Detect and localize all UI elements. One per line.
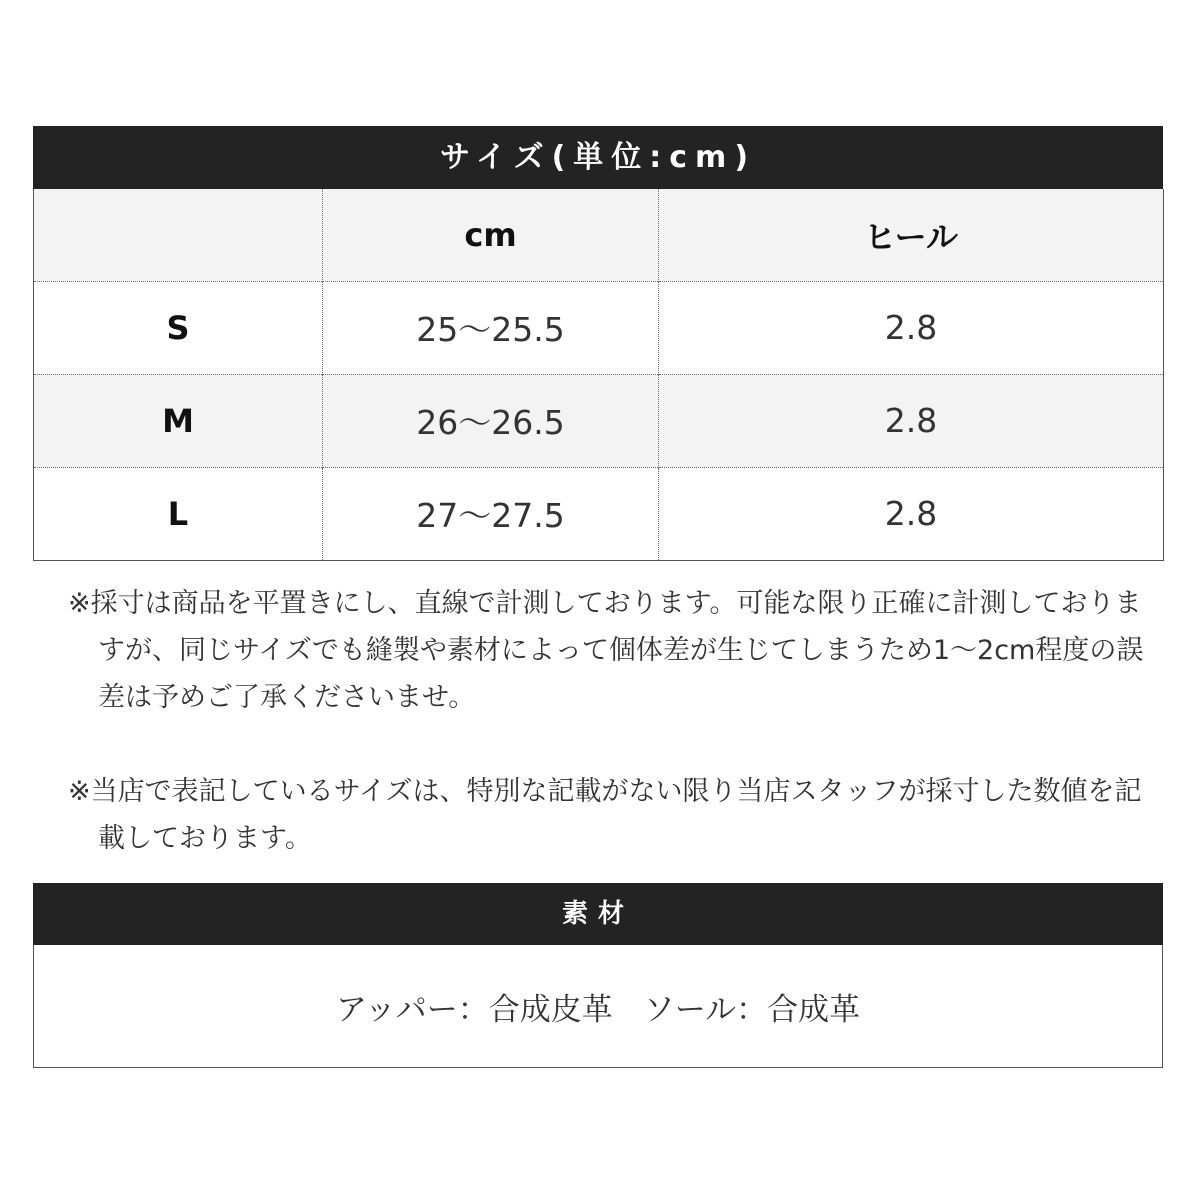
table-header-row xyxy=(34,189,1164,281)
heel-value: 2.8 xyxy=(659,374,1164,467)
column-header-cm: cm xyxy=(323,189,659,281)
size-chart-title: サイズ(単位:cm) xyxy=(33,126,1163,189)
cm-value: 26〜26.5 xyxy=(323,374,659,467)
size-label: M xyxy=(34,374,323,467)
size-label: L xyxy=(34,467,323,560)
measurement-notes xyxy=(68,580,1148,862)
measurement-note: ※採寸は商品を平置きにし、直線で計測しております。可能な限り正確に計測しておりますが、同じサイズでも縫製や素材によって個体差が生じてしまうため1〜2cm程度の誤差は予めご了承くださいませ。 xyxy=(68,588,1144,713)
material-title: 素材 xyxy=(33,883,1163,945)
table-row xyxy=(34,281,1164,374)
table-row xyxy=(34,467,1164,560)
table-row xyxy=(34,374,1164,467)
sizing-note: ※当店で表記しているサイズは、特別な記載がない限り当店スタッフが採寸した数値を記載しております。 xyxy=(68,776,1142,854)
column-header-heel: ヒール xyxy=(659,189,1164,281)
material-section xyxy=(33,883,1163,1068)
heel-value: 2.8 xyxy=(659,281,1164,374)
heel-value: 2.8 xyxy=(659,467,1164,560)
cm-value: 25〜25.5 xyxy=(323,281,659,374)
size-table xyxy=(33,189,1164,561)
material-text: アッパー：合成皮革 ソール：合成革 xyxy=(33,945,1163,1068)
size-label: S xyxy=(34,281,323,374)
column-header-size xyxy=(34,189,323,281)
cm-value: 27〜27.5 xyxy=(323,467,659,560)
size-chart xyxy=(33,126,1163,561)
